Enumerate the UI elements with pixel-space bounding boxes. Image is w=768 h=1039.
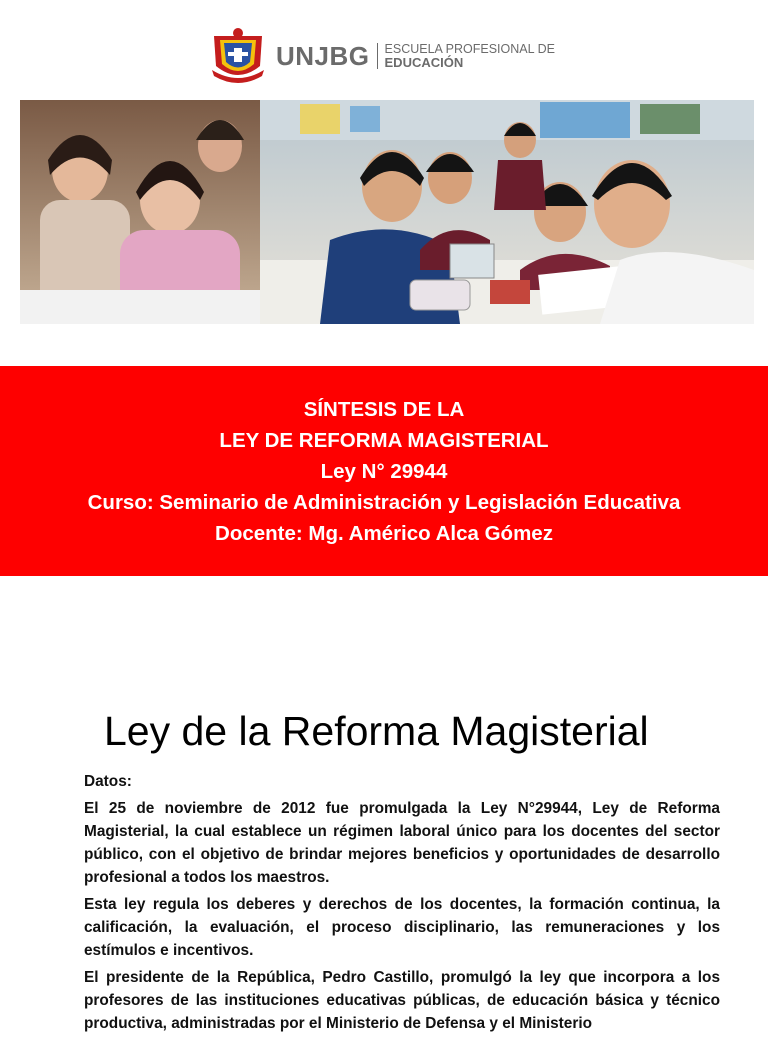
slide-heading: Ley de la Reforma Magisterial [104, 708, 649, 754]
paragraph-1: El 25 de noviembre de 2012 fue promulgada la Ley N°29944, Ley de Reforma Magisterial, la cual establece un régimen laboral único para los docentes del sector público, con el objetivo de brindar mejores beneficios y oportunidades de desarrollo profesional a todos los maestros. [84, 800, 720, 886]
title-band [0, 366, 768, 576]
logo-divider [377, 43, 378, 69]
title-line-2: LEY DE REFORMA MAGISTERIAL [219, 428, 549, 452]
brand-name: UNJBG [276, 40, 370, 71]
data-label: Datos: [84, 773, 132, 790]
teacher-line: Docente: Mg. Américo Alca Gómez [215, 521, 553, 545]
university-crest-icon [208, 26, 268, 86]
school-name [385, 42, 555, 70]
slide-body [84, 770, 720, 1039]
classroom-photo-collage [20, 100, 754, 324]
paragraph-3: El presidente de la República, Pedro Castillo, promulgó la ley que incorpora a los profesores de las instituciones educativas públicas, de educación básica y técnico productiva, administradas por el Ministerio de Defensa y el Ministerio [84, 969, 720, 1032]
logo-header [208, 26, 555, 86]
school-line2: EDUCACIÓN [384, 55, 464, 70]
content-slide [0, 690, 768, 1032]
paragraph-2: Esta ley regula los deberes y derechos de los docentes, la formación continua, la calificación, la evaluación, el proceso disciplinario, las remuneraciones y los estímulos e incentivos. [84, 896, 720, 959]
title-line-1: SÍNTESIS DE LA [303, 397, 465, 421]
course-line: Curso: Seminario de Administración y Legislación Educativa [87, 490, 681, 514]
school-line1: ESCUELA PROFESIONAL DE [384, 42, 555, 56]
title-line-3: Ley N° 29944 [320, 459, 448, 483]
